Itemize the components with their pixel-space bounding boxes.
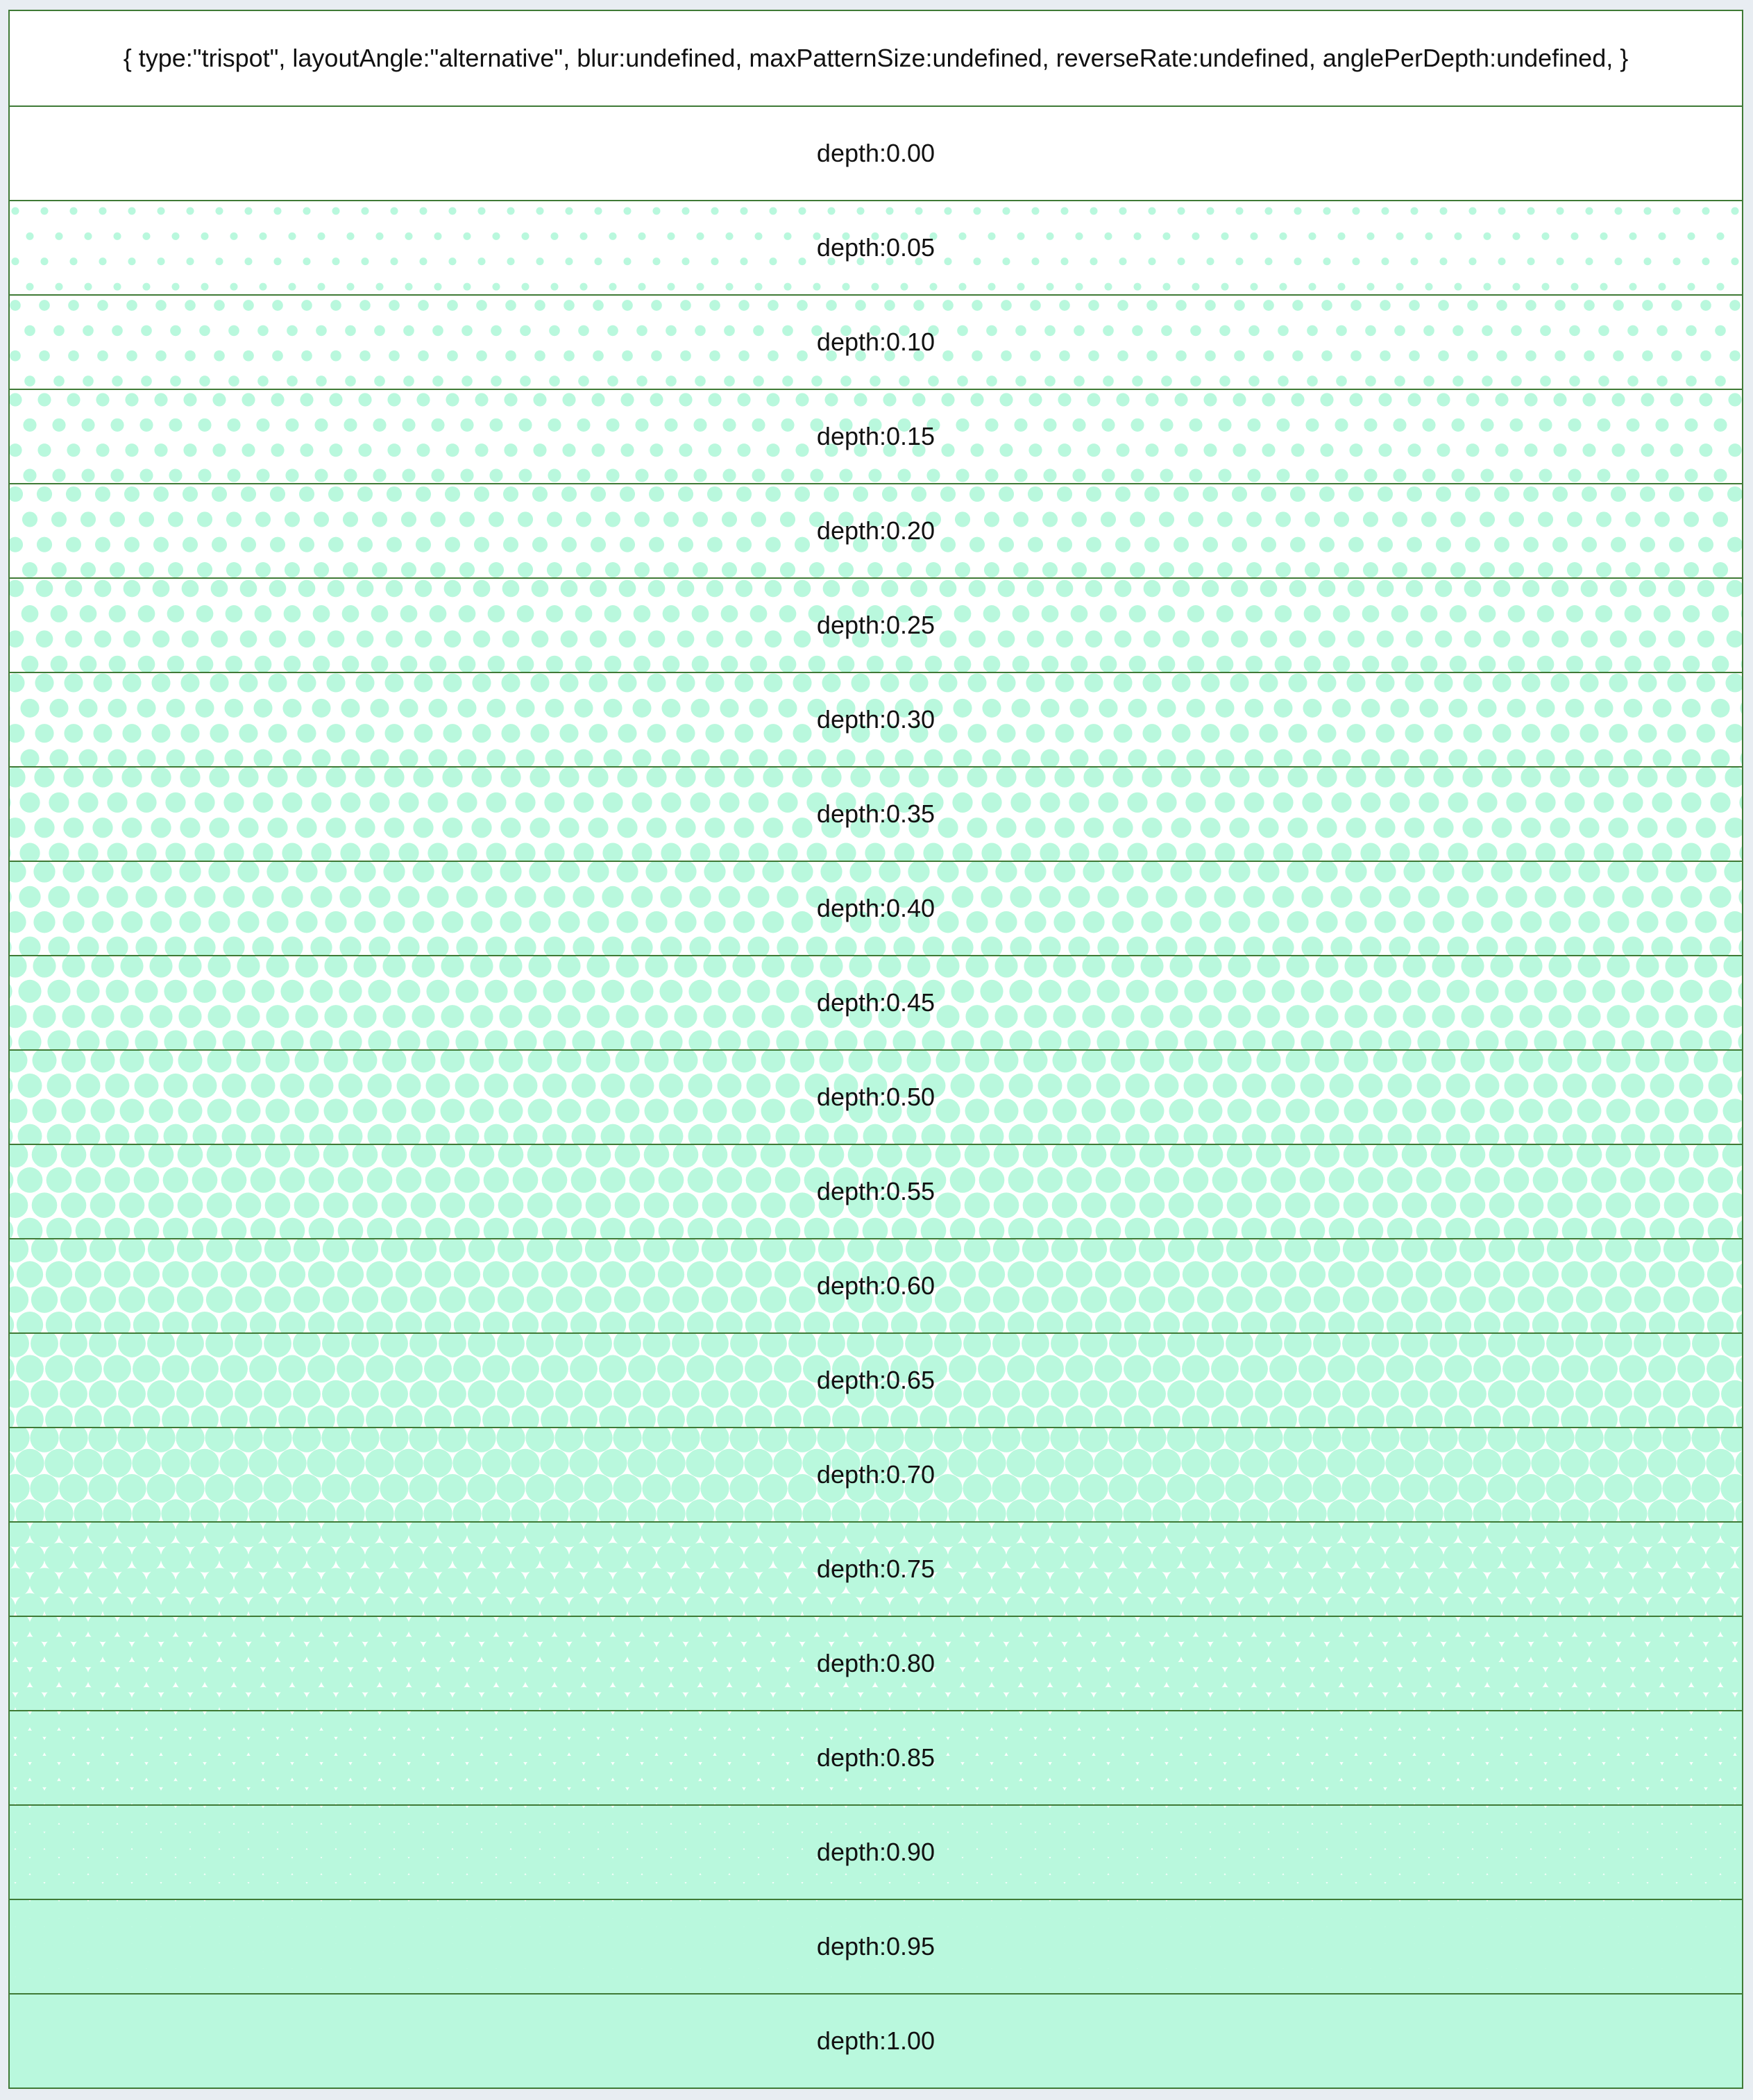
- pattern-table: [8, 10, 1743, 2089]
- depth-row: [10, 1899, 1742, 1993]
- depth-label: depth:0.70: [816, 1460, 935, 1489]
- config-text: { type:"trispot", layoutAngle:"alternative", blur:undefined, maxPatternSize:undefined, reverseRate:undefined, anglePerDepth:undefined, }: [123, 44, 1629, 72]
- depth-row: [10, 389, 1742, 483]
- depth-row: [10, 200, 1742, 294]
- depth-label: depth:0.75: [816, 1555, 935, 1583]
- depth-row: [10, 105, 1742, 200]
- depth-row: [10, 1427, 1742, 1521]
- depth-row: [10, 1521, 1742, 1616]
- depth-row: [10, 294, 1742, 389]
- depth-row: [10, 1049, 1742, 1144]
- depth-row: [10, 1710, 1742, 1804]
- depth-label: depth:0.55: [816, 1177, 935, 1205]
- depth-row: [10, 1238, 1742, 1332]
- depth-label: depth:0.65: [816, 1366, 935, 1394]
- depth-row: [10, 1616, 1742, 1710]
- depth-label: depth:1.00: [816, 2026, 935, 2055]
- depth-row: [10, 1804, 1742, 1899]
- depth-label: depth:0.35: [816, 799, 935, 828]
- depth-label: depth:0.50: [816, 1083, 935, 1111]
- depth-label: depth:0.85: [816, 1743, 935, 1772]
- depth-label: depth:0.45: [816, 988, 935, 1017]
- depth-row: [10, 672, 1742, 766]
- depth-label: depth:0.80: [816, 1649, 935, 1677]
- depth-row: [10, 577, 1742, 672]
- depth-label: depth:0.10: [816, 328, 935, 356]
- depth-row: [10, 861, 1742, 955]
- depth-row: [10, 1993, 1742, 2088]
- depth-rows: [10, 105, 1742, 2088]
- depth-row: [10, 955, 1742, 1049]
- depth-label: depth:0.20: [816, 516, 935, 545]
- depth-label: depth:0.60: [816, 1271, 935, 1300]
- depth-label: depth:0.25: [816, 611, 935, 639]
- depth-label: depth:0.90: [816, 1838, 935, 1866]
- depth-label: depth:0.40: [816, 894, 935, 922]
- depth-label: depth:0.95: [816, 1932, 935, 1961]
- config-header: [10, 11, 1742, 105]
- depth-label: depth:0.15: [816, 422, 935, 450]
- depth-row: [10, 1144, 1742, 1238]
- depth-label: depth:0.00: [816, 139, 935, 167]
- depth-row: [10, 1332, 1742, 1427]
- depth-row: [10, 766, 1742, 861]
- depth-label: depth:0.05: [816, 233, 935, 262]
- depth-row: [10, 483, 1742, 577]
- depth-label: depth:0.30: [816, 705, 935, 734]
